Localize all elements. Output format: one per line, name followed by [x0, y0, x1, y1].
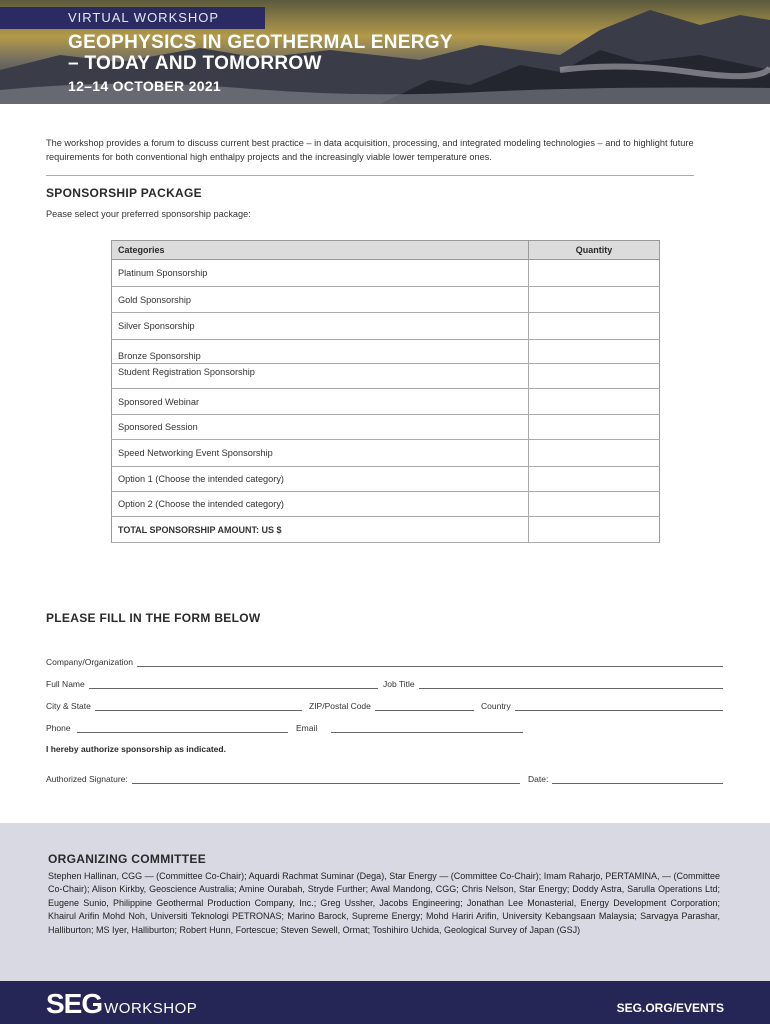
workshop-dates: 12–14 OCTOBER 2021 — [68, 78, 222, 94]
country-field[interactable] — [515, 700, 723, 711]
title-line-2: – TODAY AND TOMORROW — [68, 53, 322, 74]
company-field[interactable] — [137, 656, 723, 667]
date-label: Date: — [528, 774, 549, 784]
job-title-label: Job Title — [383, 679, 415, 689]
events-url[interactable]: SEG.ORG/EVENTS — [616, 1001, 724, 1015]
email-label: Email — [296, 723, 318, 733]
job-title-row — [383, 678, 723, 689]
signature-field[interactable] — [132, 773, 520, 784]
form-title: PLEASE FILL IN THE FORM BELOW — [46, 611, 261, 625]
zip-label: ZIP/Postal Code — [309, 701, 371, 711]
country-row — [481, 700, 723, 711]
table-row — [112, 389, 660, 415]
quantity-input[interactable] — [529, 415, 660, 440]
organizing-committee-section — [0, 823, 770, 981]
quantity-input[interactable] — [529, 287, 660, 313]
virtual-workshop-tag: VIRTUAL WORKSHOP — [0, 7, 265, 29]
table-row — [112, 492, 660, 517]
phone-field[interactable] — [77, 722, 288, 733]
category-cell: Speed Networking Event Sponsorship — [112, 440, 529, 467]
table-row — [112, 415, 660, 440]
quantity-input[interactable] — [529, 340, 660, 364]
header-banner — [0, 0, 770, 104]
quantity-header: Quantity — [529, 241, 660, 260]
full-name-row — [46, 678, 378, 689]
category-cell: Sponsored Session — [112, 415, 529, 440]
sponsorship-subtitle: Pease select your preferred sponsorship package: — [46, 209, 251, 219]
quantity-input[interactable] — [529, 440, 660, 467]
company-label: Company/Organization — [46, 657, 133, 667]
quantity-input[interactable] — [529, 467, 660, 492]
intro-paragraph: The workshop provides a forum to discuss current best practice – in data acquisition, processing, and integrated modeling technologies – and to highlight future requirements for both conventional high enthalpy projects and the increasingly viable lower temperature ones. — [46, 138, 694, 162]
zip-row — [309, 700, 474, 711]
footer — [0, 981, 770, 1024]
category-cell: Silver Sponsorship — [112, 313, 529, 340]
authorization-statement: I hereby authorize sponsorship as indicated. — [46, 744, 226, 754]
category-cell: Bronze Sponsorship — [112, 340, 529, 364]
date-row — [528, 773, 723, 784]
city-state-label: City & State — [46, 701, 91, 711]
logo-workshop: WORKSHOP — [104, 1000, 198, 1017]
category-cell: Option 1 (Choose the intended category) — [112, 467, 529, 492]
table-row — [112, 260, 660, 287]
category-cell: Sponsored Webinar — [112, 389, 529, 415]
total-amount-input[interactable] — [529, 517, 660, 543]
zip-field[interactable] — [375, 700, 474, 711]
city-state-field[interactable] — [95, 700, 302, 711]
table-row — [112, 364, 660, 389]
country-label: Country — [481, 701, 511, 711]
job-title-field[interactable] — [419, 678, 723, 689]
company-field-row — [46, 656, 723, 667]
table-row — [112, 440, 660, 467]
sponsorship-title: SPONSORSHIP PACKAGE — [46, 186, 202, 200]
workshop-title — [68, 32, 453, 74]
quantity-input[interactable] — [529, 389, 660, 415]
committee-title: ORGANIZING COMMITTEE — [48, 852, 206, 866]
full-name-label: Full Name — [46, 679, 85, 689]
quantity-input[interactable] — [529, 260, 660, 287]
category-cell: Gold Sponsorship — [112, 287, 529, 313]
email-row — [296, 722, 523, 733]
full-name-field[interactable] — [89, 678, 378, 689]
committee-members: Stephen Hallinan, CGG — (Committee Co-Chair); Aquardi Rachmat Suminar (Dega), Star Energy — (Committee Co-Chair); Imam Raharjo, PERTAMINA, — (Committee Co-Chair); Alison Kirkby, Geoscience Australia; Amine Ourabah, Stryde Further; Awal Mandong, CGG; Chris Nelson, Star Energy; Doddy Astra, Sarulla Operations Ltd; Eugene Sunio, Philippine Geothermal Production Company, Inc.; Greg Ussher, Jacobs Engineering; Jonathan Lee Monasterial, Energy Development Corporation; Khairul Arifin Mohd Noh, Universiti Teknologi PETRONAS; Marino Barock, Supreme Energy; Mohd Hariri Arifin, University Kebangsaan Malaysia; Sarvagya Parashar, Halliburton; MS Iyer, Halliburton; Robert Hunn, Fortescue; Steven Sewell, Ormat; Toshihiro Uchida, Geological Survey of Japan (GSJ) — [48, 871, 720, 935]
category-cell: Platinum Sponsorship — [112, 260, 529, 287]
sponsorship-table — [111, 240, 660, 543]
signature-label: Authorized Signature: — [46, 774, 128, 784]
title-line-1: GEOPHYSICS IN GEOTHERMAL ENERGY — [68, 32, 453, 53]
table-row — [112, 340, 660, 364]
categories-header: Categories — [112, 241, 529, 260]
quantity-input[interactable] — [529, 492, 660, 517]
logo-seg: SEG — [46, 988, 103, 1019]
table-row — [112, 287, 660, 313]
category-cell: Option 2 (Choose the intended category) — [112, 492, 529, 517]
date-field[interactable] — [552, 773, 723, 784]
phone-label: Phone — [46, 723, 71, 733]
table-row — [112, 467, 660, 492]
quantity-input[interactable] — [529, 364, 660, 389]
phone-row — [46, 722, 288, 733]
quantity-input[interactable] — [529, 313, 660, 340]
email-field[interactable] — [331, 722, 523, 733]
total-row — [112, 517, 660, 543]
divider — [46, 175, 694, 176]
total-label: TOTAL SPONSORSHIP AMOUNT: US $ — [112, 517, 529, 543]
seg-workshop-logo — [46, 989, 197, 1019]
city-state-row — [46, 700, 302, 711]
category-cell: Student Registration Sponsorship — [112, 364, 529, 389]
signature-row — [46, 773, 520, 784]
table-row — [112, 313, 660, 340]
